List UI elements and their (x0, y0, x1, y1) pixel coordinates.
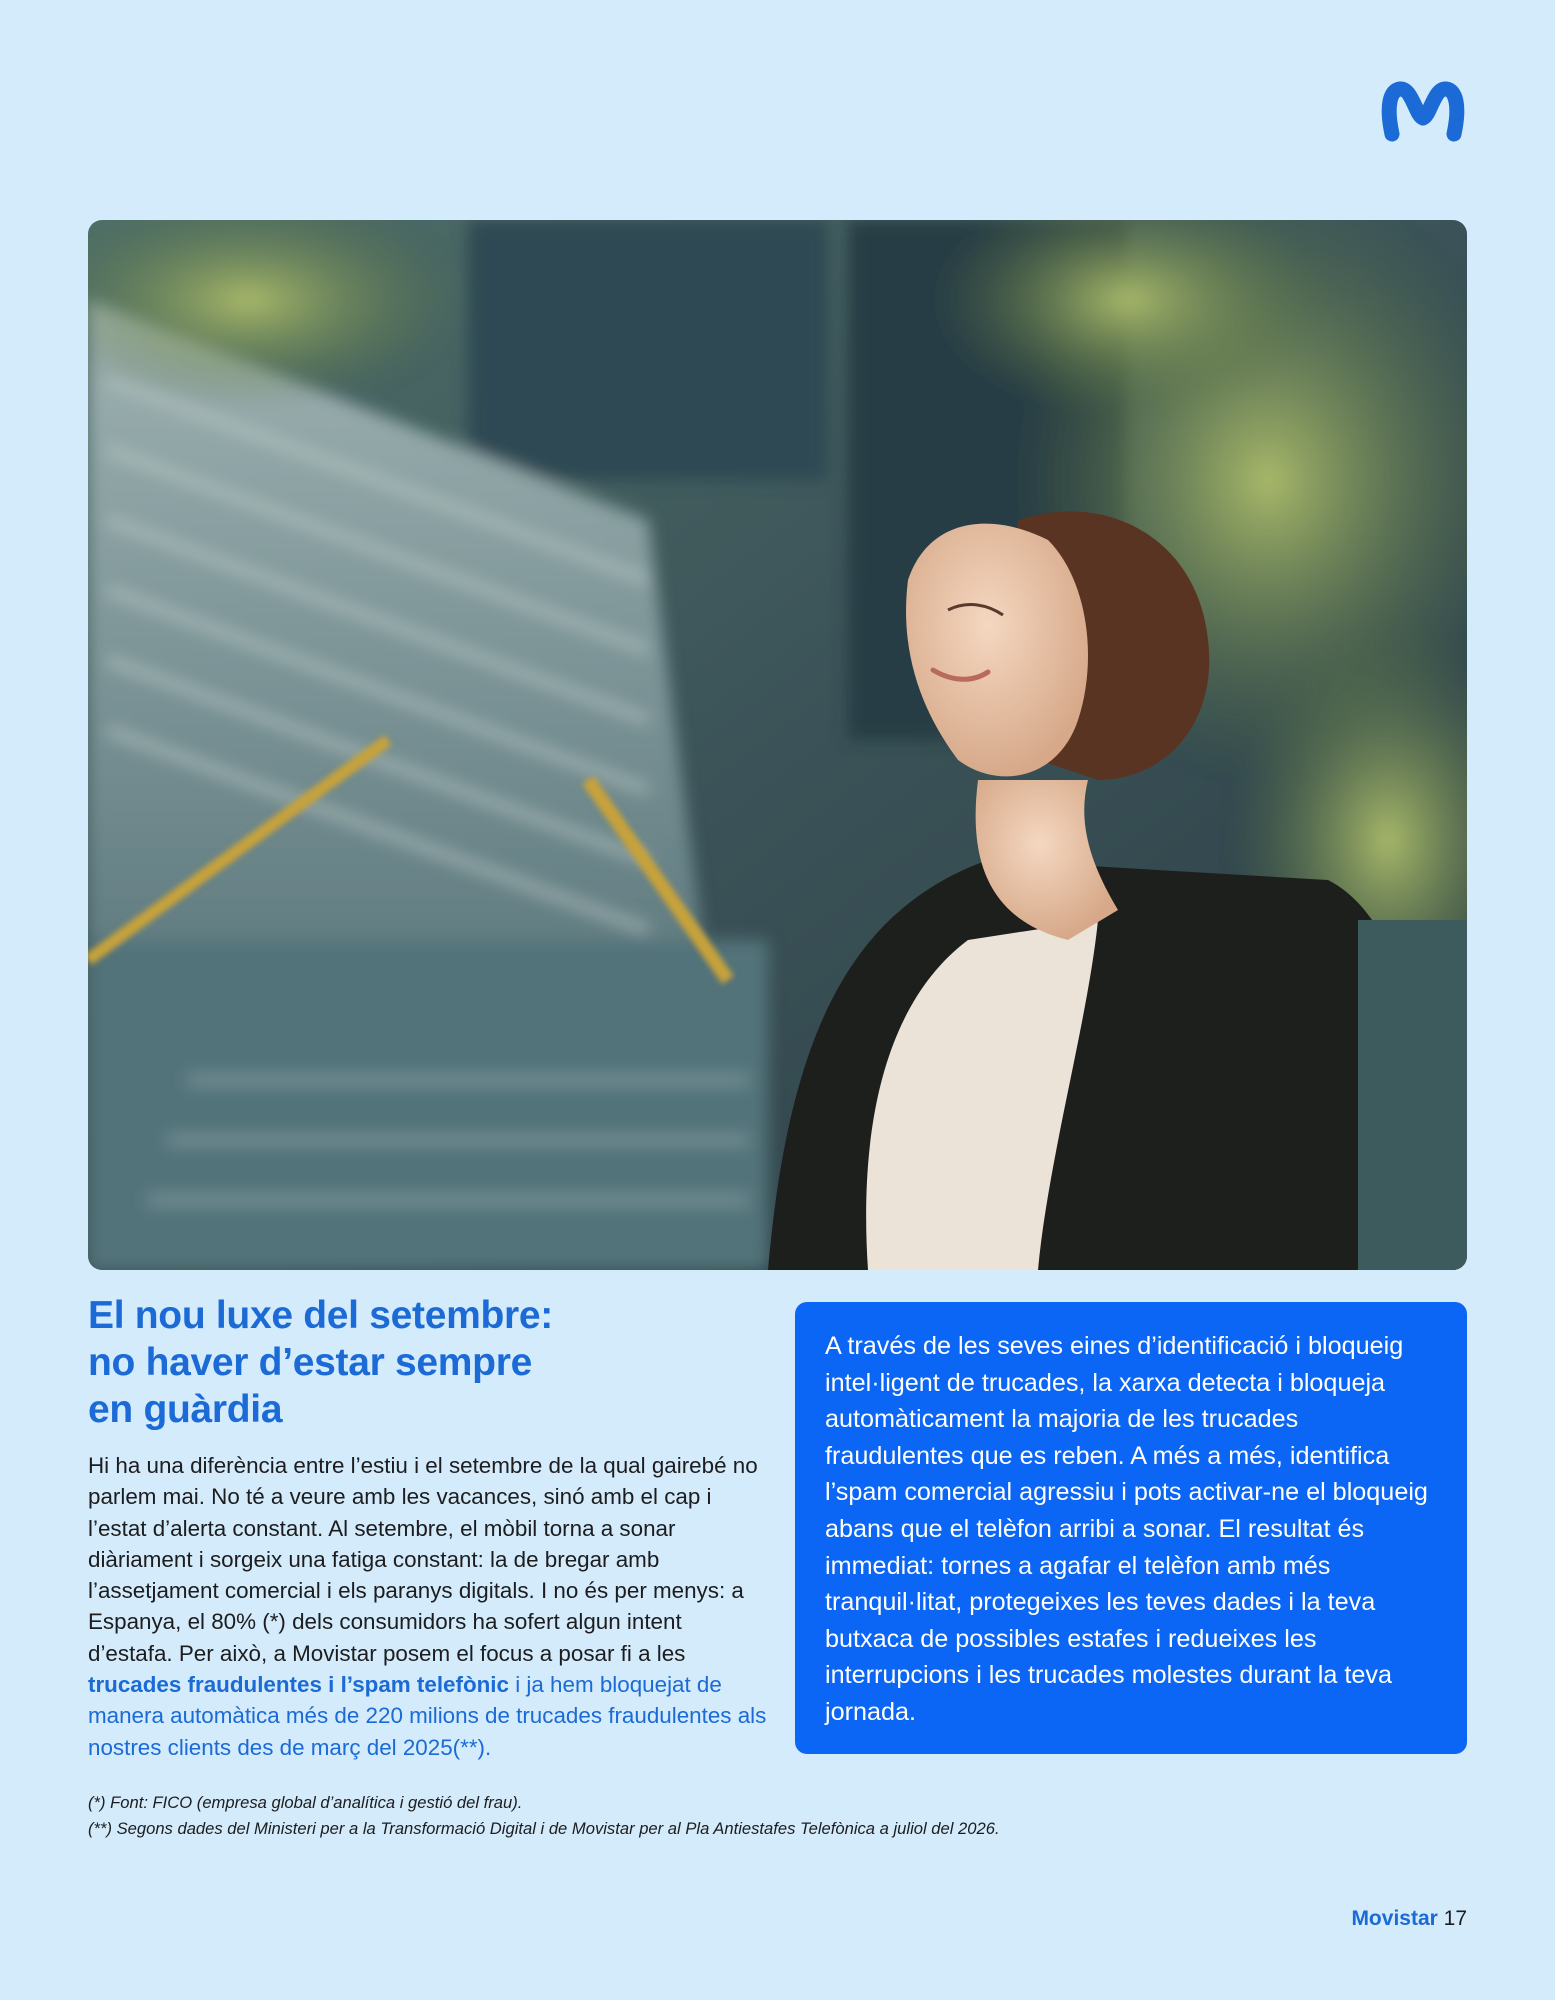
callout-text: A través de les seves eines d’identificació i bloqueig intel·ligent de trucades, la xarxa detecta i bloqueja automàticament la majoria de les trucades fraudulentes que es reben. A més a més, identifica l’spam comercial agressiu i pots activar-ne el bloqueig abans que el telèfon arribi a sonar. El resultat és immediat: tornes a agafar el telèfon amb més tranquil·litat, protegeixes les teves dades i la teva butxaca de possibles estafes i redueixes les interrupcions i les trucades molestes durant la teva jornada. (825, 1332, 1428, 1726)
woman-enjoying-sun-photo-icon (88, 220, 1467, 1270)
hero-photo (88, 220, 1467, 1270)
headline-line-1: El nou luxe del setembre: (88, 1294, 553, 1337)
footnotes (88, 1790, 1468, 1842)
footnote-1: (*) Font: FICO (empresa global d’analítica i gestió del frau). (88, 1793, 523, 1812)
footer-brand-label: Movistar (1351, 1907, 1438, 1930)
body-intro: Hi ha una diferència entre l’estiu i el setembre de la qual gairebé no parlem mai. No té a veure amb les vacances, sinó amb el cap i l’estat d’alerta constant. Al setembre, el mòbil torna a sonar diàriament i sorgeix una fatiga constant: la de bregar amb l’assetjament comercial i els paranys digitals. I no és per menys: a Espanya, el 80% (*) dels consumidors ha sofert algun intent d’estafa. Per això, a Movistar posem el focus a posar fi a les (88, 1453, 758, 1666)
callout-box (795, 1302, 1467, 1754)
headline-line-3: en guàrdia (88, 1388, 283, 1431)
movistar-logo-icon (1378, 76, 1468, 142)
footnote-2: (**) Segons dades del Ministeri per a la Transformació Digital i de Movistar per al Pla Antiestafes Telefònica a juliol del 2026. (88, 1819, 1000, 1838)
page-footer (1351, 1904, 1467, 1934)
page-number: 17 (1443, 1907, 1467, 1930)
body-highlight-bold: trucades fraudulentes i l’spam telefònic (88, 1672, 509, 1698)
article-body (88, 1450, 768, 1763)
article-headline (88, 1292, 788, 1433)
headline-line-2: no haver d’estar sempre (88, 1341, 532, 1384)
body-highlight: i ja hem bloquejat de manera automàtica més de 220 milions de trucades fraudulentes als nostres clients des de març del 2025(**). (88, 1672, 767, 1760)
